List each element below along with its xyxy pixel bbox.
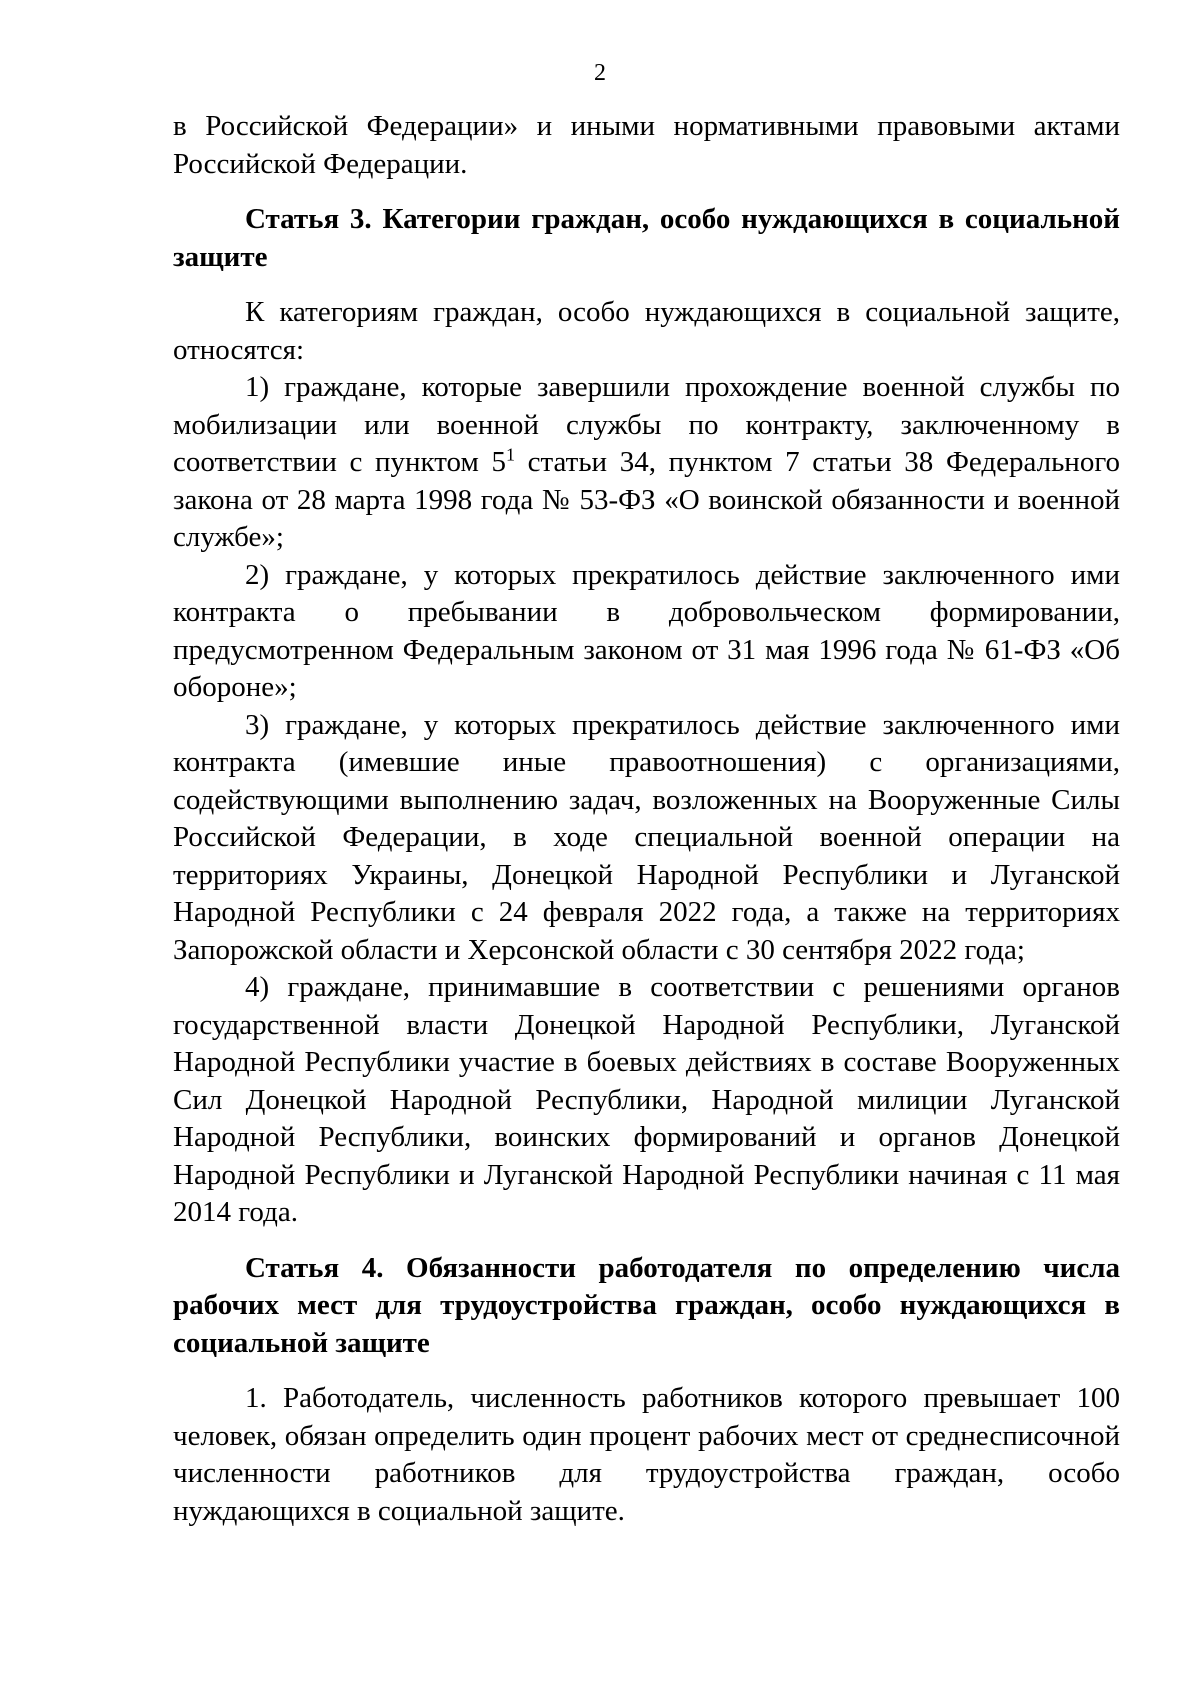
article-3-item-2: 2) граждане, у которых прекратилось действие заключенного ими контракта о пребывании в добровольческом формировании, предусмотренном Федеральным законом от 31 мая 1996 года № 61-ФЗ «Об обороне»; bbox=[173, 558, 1120, 703]
article-3-item-3: 3) граждане, у которых прекратилось действие заключенного ими контракта (имевшие иные правоотношения) с организациями, содействующими выполнению задач, возложенных на Вооруженные Силы Российской Федерации, в ходе специальной военной операции на территориях Украины, Донецкой Народной Республики и Луганской Народной Республики с 24 февраля 2022 года, а также на территориях Запорожской области и Херсонской области с 30 сентября 2022 года; bbox=[173, 708, 1120, 966]
article-3-heading: Статья 3. Категории граждан, особо нуждающихся в социальной защите bbox=[173, 203, 1120, 273]
superscript: 1 bbox=[506, 444, 515, 465]
article-3-item-1-text-a: 1) граждане, которые завершили прохождение военной службы по мобилизации или военной службы по контракту, заключенному в соответствии с пунктом 5 bbox=[173, 371, 1120, 478]
article-3-item-4: 4) граждане, принимавшие в соответствии с решениями органов государственной власти Донецкой Народной Республики, Луганской Народной Республики участие в боевых действиях в составе Вооруженных Сил Донецкой Народной Республики, Народной милиции Луганской Народной Республики, воинских формирований и органов Донецкой Народной Республики и Луганской Народной Республики начиная с 11 мая 2014 года. bbox=[173, 971, 1120, 1228]
article-3-item-1 bbox=[173, 369, 1120, 557]
document-body bbox=[173, 108, 1120, 1530]
article-3-item-1-text-b: статьи 34, пунктом 7 статьи 38 Федерального закона от 28 марта 1998 года № 53-ФЗ «О воинской обязанности и военной службе»; bbox=[173, 446, 1120, 553]
article-3-intro: К категориям граждан, особо нуждающихся в социальной защите, относятся: bbox=[173, 296, 1120, 366]
intro-paragraph: в Российской Федерации» и иными нормативными правовыми актами Российской Федерации. bbox=[173, 110, 1120, 180]
page-number: 2 bbox=[594, 60, 606, 86]
article-4-heading: Статья 4. Обязанности работодателя по определению числа рабочих мест для трудоустройства граждан, особо нуждающихся в социальной защите bbox=[173, 1251, 1120, 1359]
article-4-paragraph-1: 1. Работодатель, численность работников которого превышает 100 человек, обязан определить один процент рабочих мест от среднесписочной численности работников для трудоустройства граждан, особо нуждающихся в социальной защите. bbox=[173, 1382, 1120, 1527]
